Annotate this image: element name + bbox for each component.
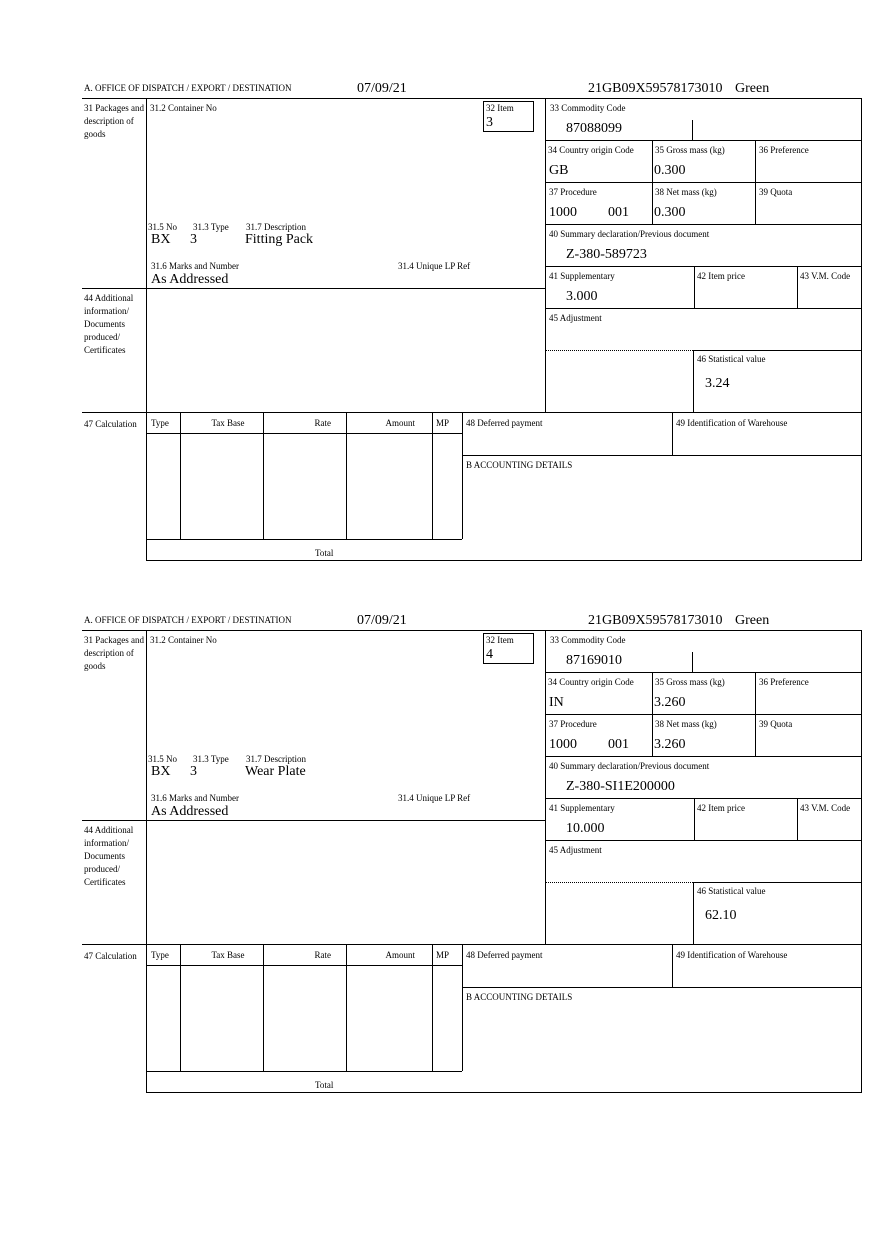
col-mp-label: MP [436, 418, 450, 428]
marks-label: 31.6 Marks and Number [151, 261, 239, 271]
procedure-code-b: 001 [608, 737, 629, 752]
no-label: 31.5 No [148, 754, 177, 764]
statistical-label: 46 Statistical value [697, 886, 766, 896]
unique-lp-label: 31.4 Unique LP Ref [398, 793, 471, 803]
statistical-label: 46 Statistical value [697, 354, 766, 364]
col-amount-label: Amount [385, 950, 415, 960]
item-price-label: 42 Item price [697, 271, 745, 281]
net-mass-label: 38 Net mass (kg) [655, 187, 717, 197]
statistical-value: 62.10 [705, 908, 737, 923]
summary-doc-value: Z-380-SI1E200000 [566, 779, 675, 794]
commodity-label: 33 Commodity Code [550, 635, 626, 645]
deferred-payment-label: 48 Deferred payment [466, 418, 543, 428]
marks-value: As Addressed [151, 804, 229, 819]
package-type: 3 [190, 232, 197, 247]
accounting-details-label: B ACCOUNTING DETAILS [466, 460, 573, 470]
col-rate-label: Rate [314, 950, 331, 960]
commodity-code: 87088099 [566, 121, 622, 136]
gross-mass-value: 0.300 [654, 163, 686, 178]
col-amount-label: Amount [385, 418, 415, 428]
procedure-code-b: 001 [608, 205, 629, 220]
gross-mass-value: 3.260 [654, 695, 686, 710]
col-rate-label: Rate [314, 418, 331, 428]
unique-lp-label: 31.4 Unique LP Ref [398, 261, 471, 271]
deferred-payment-label: 48 Deferred payment [466, 950, 543, 960]
col-tax-base-label: Tax Base [211, 418, 245, 428]
package-type: 3 [190, 764, 197, 779]
package-description: Wear Plate [245, 764, 306, 779]
supplementary-value: 3.000 [566, 289, 598, 304]
packages-label: 31 Packages and description of goods [84, 635, 144, 671]
summary-decl-label: 40 Summary declaration/Previous document [549, 229, 710, 239]
item-label: 32 Item [486, 635, 514, 645]
country-origin-value: GB [549, 163, 569, 178]
col-tax-base-label: Tax Base [211, 950, 245, 960]
adjustment-label: 45 Adjustment [549, 845, 602, 855]
calculation-label: 47 Calculation [84, 419, 137, 429]
supplementary-label: 41 Supplementary [549, 803, 615, 813]
container-label: 31.2 Container No [150, 635, 217, 645]
marks-label: 31.6 Marks and Number [151, 793, 239, 803]
declaration-reference: 21GB09X59578173010 [588, 81, 723, 96]
additional-info-label: 44 Additional information/ Documents produced/ Certificates [84, 825, 134, 887]
total-label: Total [315, 1080, 334, 1090]
col-type-label: Type [151, 418, 169, 428]
col-type-label: Type [151, 950, 169, 960]
accounting-details-label: B ACCOUNTING DETAILS [466, 992, 573, 1002]
office-header-label: A. OFFICE OF DISPATCH / EXPORT / DESTINATION [84, 83, 292, 93]
gross-mass-label: 35 Gross mass (kg) [655, 145, 725, 155]
summary-decl-label: 40 Summary declaration/Previous document [549, 761, 710, 771]
quota-label: 39 Quota [759, 719, 793, 729]
declaration-reference: 21GB09X59578173010 [588, 613, 723, 628]
net-mass-value: 3.260 [654, 737, 686, 752]
total-label: Total [315, 548, 334, 558]
warehouse-label: 49 Identification of Warehouse [676, 950, 788, 960]
office-header-label: A. OFFICE OF DISPATCH / EXPORT / DESTINATION [84, 615, 292, 625]
country-origin-value: IN [549, 695, 564, 710]
commodity-code: 87169010 [566, 653, 622, 668]
adjustment-label: 45 Adjustment [549, 313, 602, 323]
declaration-item-form-2 [0, 532, 882, 1090]
net-mass-value: 0.300 [654, 205, 686, 220]
additional-info-label: 44 Additional information/ Documents produced/ Certificates [84, 293, 134, 355]
package-description: Fitting Pack [245, 232, 314, 247]
vm-code-label: 43 V.M. Code [800, 803, 851, 813]
country-origin-label: 34 Country origin Code [548, 145, 634, 155]
net-mass-label: 38 Net mass (kg) [655, 719, 717, 729]
marks-value: As Addressed [151, 272, 229, 287]
preference-label: 36 Preference [759, 677, 809, 687]
item-number: 3 [486, 115, 493, 130]
calculation-label: 47 Calculation [84, 951, 137, 961]
procedure-code-a: 1000 [549, 737, 577, 752]
description-label: 31.7 Description [246, 222, 306, 232]
item-price-label: 42 Item price [697, 803, 745, 813]
country-origin-label: 34 Country origin Code [548, 677, 634, 687]
declaration-date: 07/09/21 [357, 613, 407, 628]
procedure-label: 37 Procedure [549, 187, 597, 197]
type-label: 31.3 Type [193, 754, 229, 764]
package-no: BX [151, 764, 171, 779]
procedure-label: 37 Procedure [549, 719, 597, 729]
route-indicator: Green [735, 613, 770, 628]
description-label: 31.7 Description [246, 754, 306, 764]
supplementary-label: 41 Supplementary [549, 271, 615, 281]
col-mp-label: MP [436, 950, 450, 960]
declaration-item-form-1 [0, 0, 882, 558]
gross-mass-label: 35 Gross mass (kg) [655, 677, 725, 687]
statistical-value: 3.24 [705, 376, 730, 391]
supplementary-value: 10.000 [566, 821, 605, 836]
procedure-code-a: 1000 [549, 205, 577, 220]
item-label: 32 Item [486, 103, 514, 113]
type-label: 31.3 Type [193, 222, 229, 232]
quota-label: 39 Quota [759, 187, 793, 197]
summary-doc-value: Z-380-589723 [566, 247, 647, 262]
package-no: BX [151, 232, 171, 247]
item-number: 4 [486, 647, 493, 662]
vm-code-label: 43 V.M. Code [800, 271, 851, 281]
container-label: 31.2 Container No [150, 103, 217, 113]
no-label: 31.5 No [148, 222, 177, 232]
packages-label: 31 Packages and description of goods [84, 103, 144, 139]
preference-label: 36 Preference [759, 145, 809, 155]
declaration-date: 07/09/21 [357, 81, 407, 96]
route-indicator: Green [735, 81, 770, 96]
warehouse-label: 49 Identification of Warehouse [676, 418, 788, 428]
commodity-label: 33 Commodity Code [550, 103, 626, 113]
